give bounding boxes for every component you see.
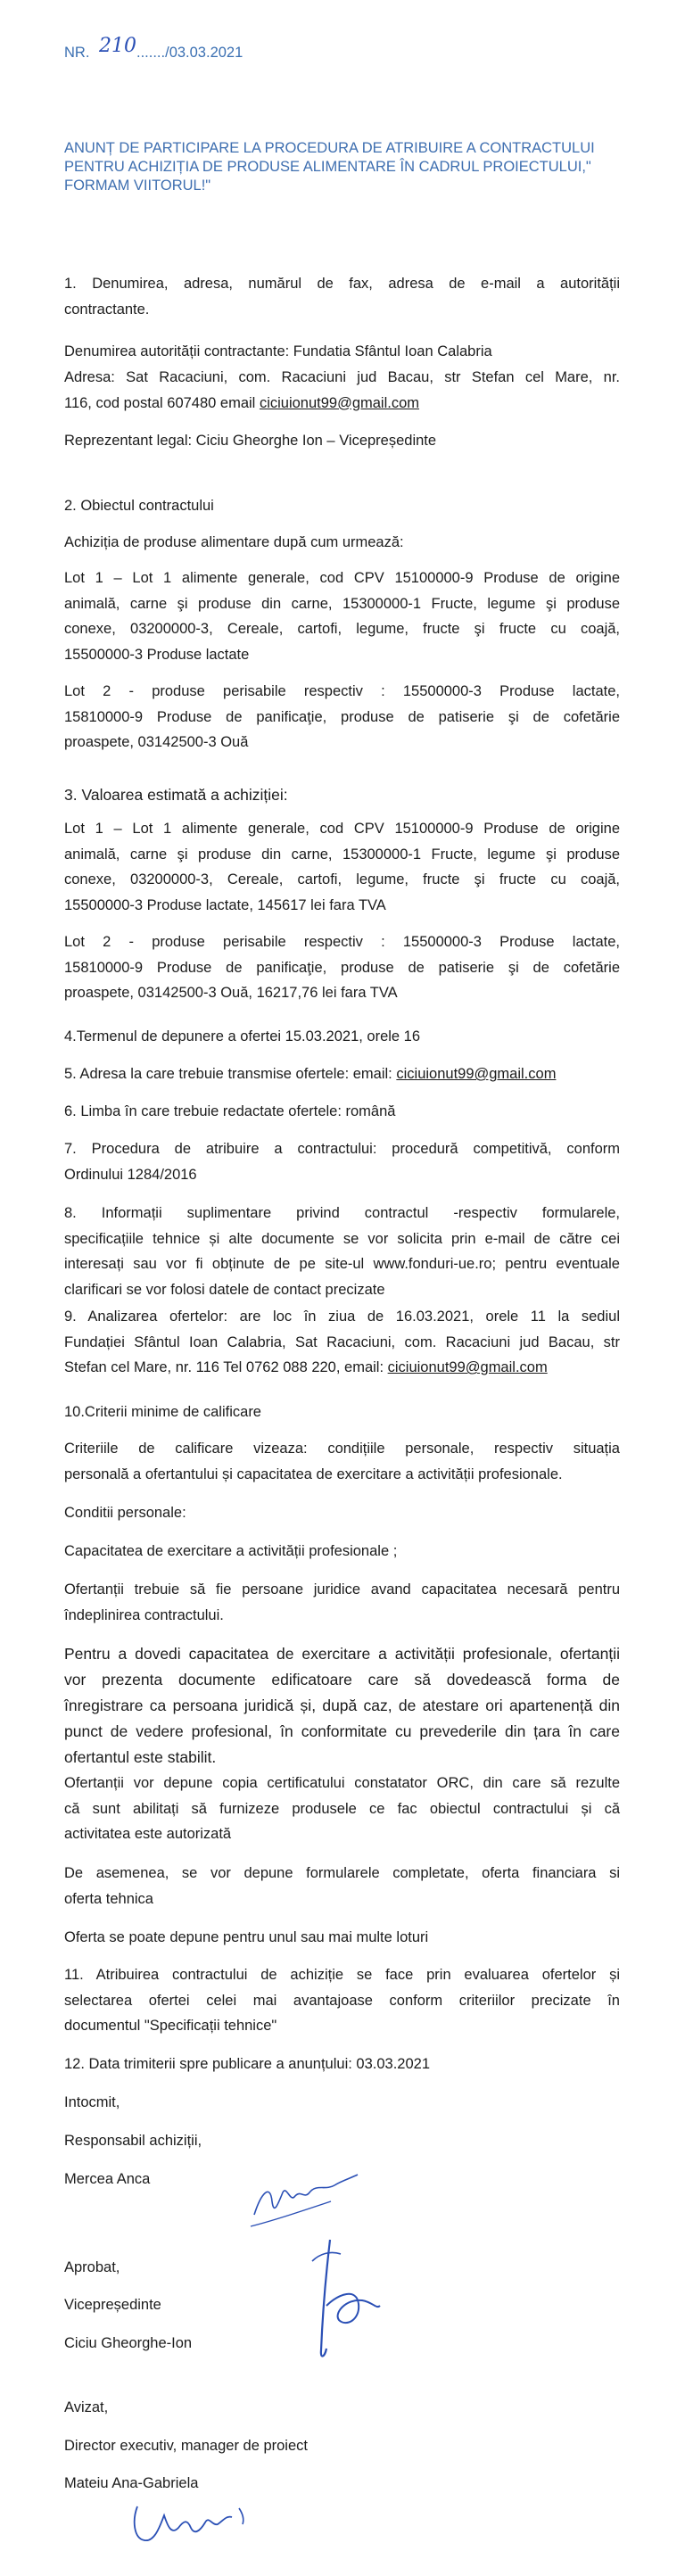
avizat-label: Avizat, (64, 2399, 109, 2415)
legal-representative: Reprezentant legal: Ciciu Gheorghe Ion – Vicepreședinte (64, 433, 437, 449)
email-link[interactable]: ciciuionut99@gmail.com (396, 1066, 557, 1082)
responsible-title: Responsabil achiziții, (64, 2133, 202, 2149)
nr-label: NR. (64, 45, 90, 61)
section-6-language: 6. Limba în care trebuie redactate ofertele: română (64, 1103, 396, 1119)
section-10-criteria: Criteriile de calificare vizeaza: condițiile personale, respectiv situația personală a ofertantului și capacitatea de exercitare a activității profesionale. (64, 1441, 620, 1482)
announcement-title (64, 139, 595, 195)
lots-line: Oferta se poate depune pentru unul sau mai multe loturi (64, 1929, 429, 1945)
section-10-heading: 10.Criterii minime de calificare (64, 1404, 261, 1420)
signature-ciciu (294, 2234, 392, 2364)
section-12-date: 12. Data trimiterii spre publicare a anunțului: 03.03.2021 (64, 2056, 430, 2072)
title-line: FORMAM VIITORUL!" (64, 178, 211, 194)
personal-conditions: Conditii personale: (64, 1505, 186, 1521)
document-number (64, 35, 243, 66)
forms-paragraph: De asemenea, se vor depune formularele completate, oferta financiara si oferta tehnica (64, 1865, 620, 1907)
section-2-intro: Achiziția de produse alimentare după cum urmează: (64, 534, 404, 550)
nr-dots: ....... (136, 45, 166, 61)
section-2-heading: 2. Obiectul contractului (64, 498, 214, 514)
s3-lot-1: Lot 1 – Lot 1 alimente generale, cod CPV 15100000-9 Produse de origine animală, carne şi produse din carne, 15300000-1 Fructe, legume şi produse conexe, 03200000-3, Cereale, cartofi, legume, fructe şi fructe cu coajă, 15500000-3 Produse lactate, 145617 lei fara TVA (64, 821, 620, 913)
section-4-deadline: 4.Termenul de depunere a ofertei 15.03.2021, orele 16 (64, 1028, 421, 1044)
s2-lot-1: Lot 1 – Lot 1 alimente generale, cod CPV 15100000-9 Produse de origine animală, carne şi produse din carne, 15300000-1 Fructe, legume şi produse conexe, 03200000-3, Cereale, cartofi, legume, fructe şi fructe cu coajă, 15500000-3 Produse lactate (64, 570, 620, 663)
section-5-address: 5. Adresa la care trebuie transmise ofertele: email: ciciuionut99@gmail.com (64, 1066, 557, 1082)
s3-lot-2: Lot 2 - produse perisabile respectiv : 15500000-3 Produse lactate, 15810000-9 Produse de panificaţie, produse de patiserie şi de cofetărie proaspete, 03142500-3 Ouă, 16217,76 lei fara TVA (64, 934, 620, 1001)
authority-name: Denumirea autorității contractante: Fundatia Sfântul Ioan Calabria (64, 343, 492, 359)
signature-mateiu (125, 2489, 268, 2551)
vice-name: Ciciu Gheorghe-Ion (64, 2335, 193, 2351)
document-date: /03.03.2021 (165, 45, 243, 61)
title-line: ANUNȚ DE PARTICIPARE LA PROCEDURA DE ATRIBUIRE A CONTRACTULUI (64, 140, 595, 156)
s2-lot-2: Lot 2 - produse perisabile respectiv : 15500000-3 Produse lactate, 15810000-9 Produse de panificaţie, produse de patiserie şi de cofetărie proaspete, 03142500-3 Ouă (64, 683, 620, 750)
responsible-name: Mercea Anca (64, 2171, 151, 2187)
title-line: PENTRU ACHIZIȚIA DE PRODUSE ALIMENTARE ÎN CADRUL PROIECTULUI," (64, 159, 591, 175)
legal-persons-paragraph: Ofertanții trebuie să fie persoane juridice avand capacitatea necesară pentru îndeplinirea contractului. (64, 1581, 620, 1623)
section-8-info: 8. Informații suplimentare privind contractul -respectiv formularele, specificațiile tehnice și alte documente se vor solicita prin e-mail de către cei interesați sau vor fi obținute de pe site-ul www.fonduri-ue.ro; pentru eventuale clarificari se vor folosi datele de contact precizate (64, 1205, 620, 1298)
director-name: Mateiu Ana-Gabriela (64, 2475, 199, 2491)
director-title: Director executiv, manager de proiect (64, 2438, 308, 2454)
section-9-analysis: 9. Analizarea ofertelor: are loc în ziua de 16.03.2021, orele 11 la sediul Fundației Sfântul Ioan Calabria, Sat Racaciuni, com. Racaciuni jud Bacau, str Stefan cel Mare, nr. 116 Tel 0762 088 220, email: ciciuionut99@gmail.com (64, 1309, 620, 1375)
email-link[interactable]: ciciuionut99@gmail.com (387, 1359, 548, 1375)
handwritten-number: 210 (99, 35, 137, 57)
signature-mercea (245, 2166, 370, 2237)
email-link[interactable]: ciciuionut99@gmail.com (259, 394, 420, 411)
section-1-heading: 1. Denumirea, adresa, numărul de fax, adresa de e-mail a autorității contractante. (64, 276, 620, 318)
section-3-heading: 3. Valoarea estimată a achiziției: (64, 786, 288, 804)
capacity-line: Capacitatea de exercitare a activității profesionale ; (64, 1543, 398, 1559)
section-7-procedure: 7. Procedura de atribuire a contractului: procedură competitivă, conform Ordinului 1284/2016 (64, 1141, 620, 1183)
vice-title: Vicepreședinte (64, 2297, 161, 2313)
authority-address: Adresa: Sat Racaciuni, com. Racaciuni jud Bacau, str Stefan cel Mare, nr. 116, cod postal 607480 email ciciuionut99@gmail.com (64, 369, 620, 411)
intocmit-label: Intocmit, (64, 2094, 120, 2110)
proof-paragraph: Pentru a dovedi capacitatea de exercitare a activității profesionale, ofertanții vor prezenta documente edificatoare care să dovedească forma de înregistrare ca persoana juridică și, după caz, de atestare ori apartenență din punct de vedere profesional, în conformitate cu prevederile din țara în care ofertantul este stabilit. (64, 1645, 620, 1766)
section-11-award: 11. Atribuirea contractului de achiziție se face prin evaluarea ofertelor și selectarea ofertei celei mai avantajoase conform criteriilor precizate în documentul "Specificații tehnice" (64, 1967, 620, 2034)
orc-paragraph: Ofertanții vor depune copia certificatului constatator ORC, din care să rezulte că sunt abilitați să furnizeze produsele ce fac obiectul contractului și că activitatea este autorizată (64, 1775, 620, 1842)
aprobat-label: Aprobat, (64, 2259, 120, 2275)
